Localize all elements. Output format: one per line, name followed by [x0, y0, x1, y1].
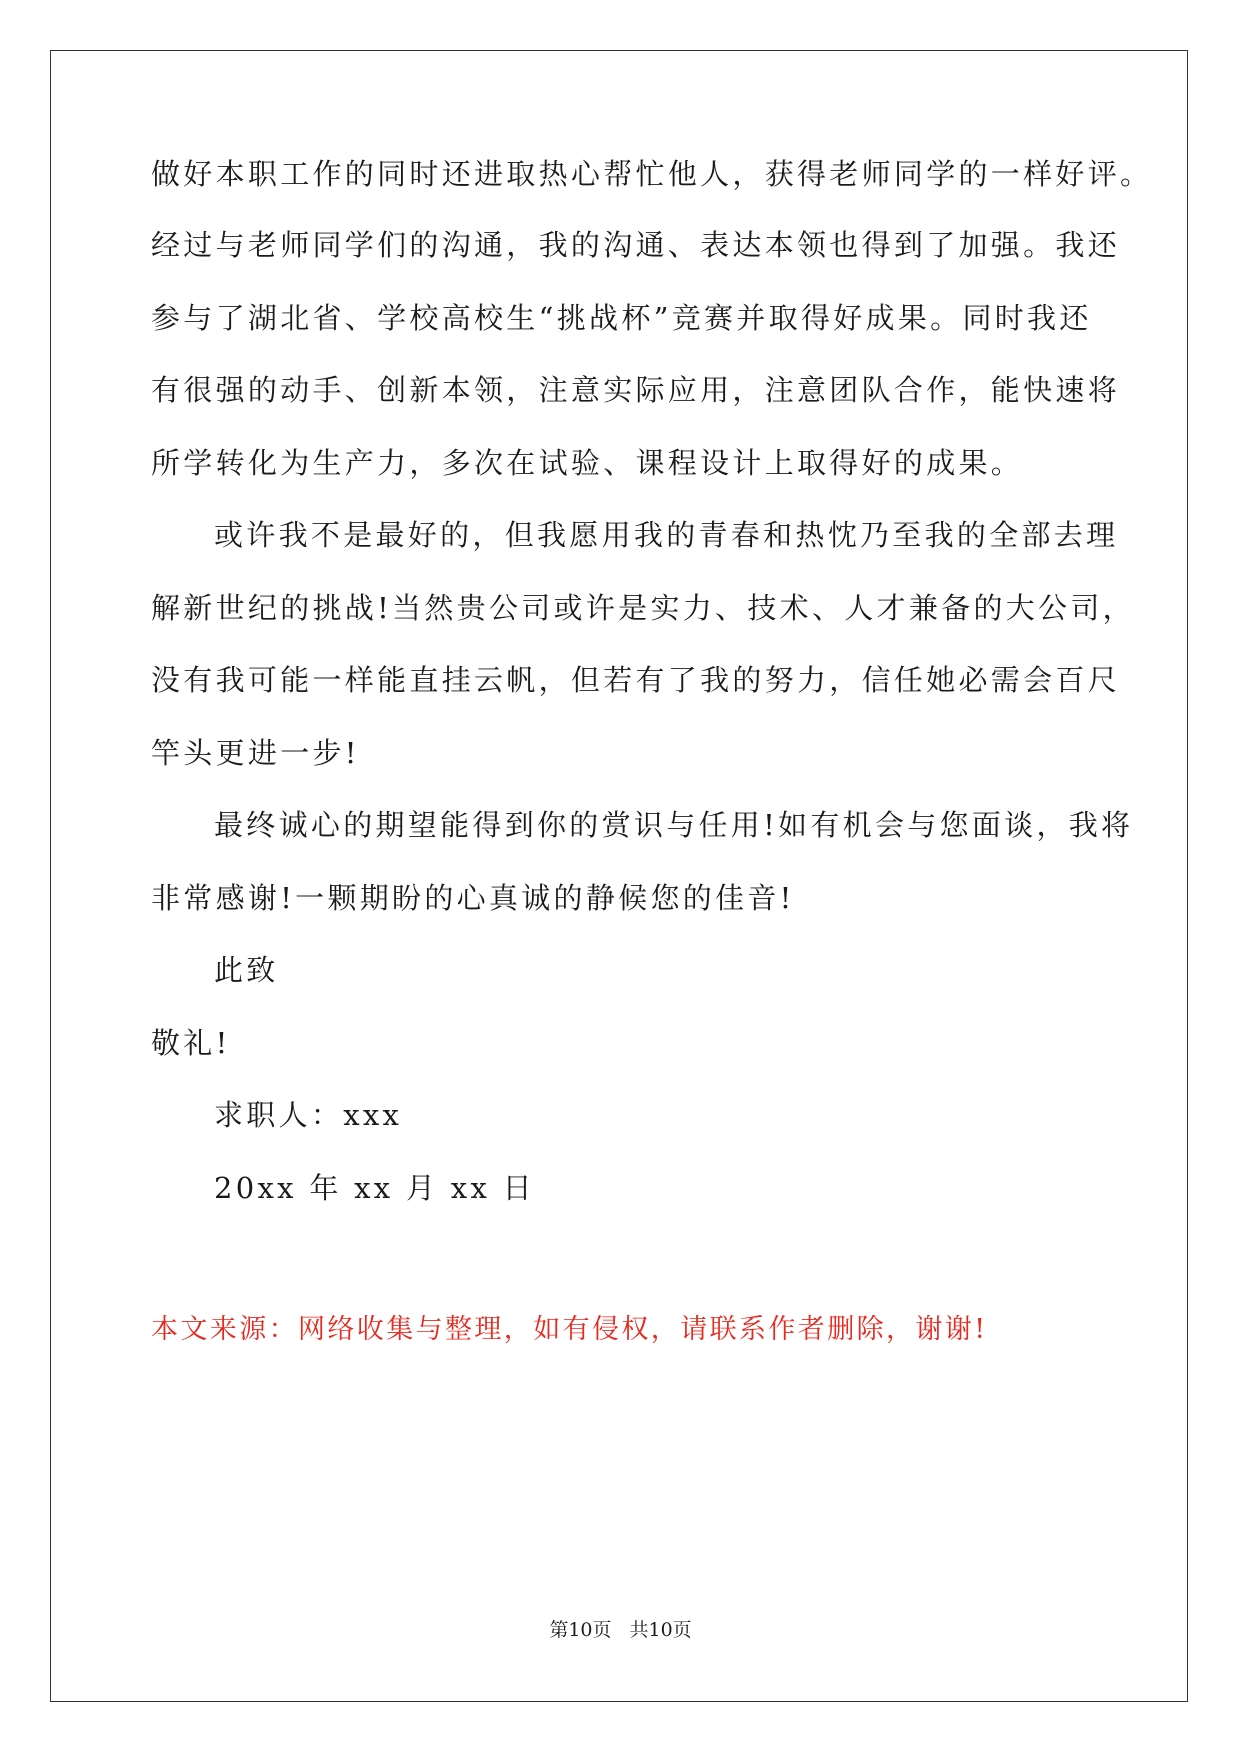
- body-line-10: 最终诚心的期望能得到你的赏识与任用!如有机会与您面谈，我将: [214, 808, 1134, 842]
- body-line-7: 解新世纪的挑战!当然贵公司或许是实力、技术、人才兼备的大公司，: [151, 591, 1135, 625]
- body-line-4: 有很强的动手、创新本领，注意实际应用，注意团队合作，能快速将: [151, 373, 1121, 407]
- signature: 求职人：xxx: [214, 1098, 403, 1132]
- body-line-1: 做好本职工作的同时还进取热心帮忙他人，获得老师同学的一样好评。: [151, 157, 1153, 191]
- body-line-8: 没有我可能一样能直挂云帆，但若有了我的努力，信任她必需会百尺: [151, 663, 1121, 697]
- body-line-5: 所学转化为生产力，多次在试验、课程设计上取得好的成果。: [151, 446, 1024, 480]
- closing-salute: 敬礼!: [151, 1026, 231, 1060]
- page-number-current: 第10页: [549, 1619, 612, 1641]
- body-line-6: 或许我不是最好的，但我愿用我的青春和热忱乃至我的全部去理: [214, 518, 1119, 552]
- page-footer: [0, 1617, 1241, 1643]
- body-line-9: 竿头更进一步!: [151, 736, 360, 770]
- body-line-11: 非常感谢!一颗期盼的心真诚的静候您的佳音!: [151, 881, 795, 915]
- page-number-total: 共10页: [629, 1619, 692, 1641]
- body-line-2: 经过与老师同学们的沟通，我的沟通、表达本领也得到了加强。我还: [151, 228, 1121, 262]
- body-line-3: 参与了湖北省、学校高校生“挑战杯”竞赛并取得好成果。同时我还: [151, 301, 1092, 335]
- date-line: 20xx 年 xx 月 xx 日: [214, 1171, 535, 1205]
- source-note: 本文来源：网络收集与整理，如有侵权，请联系作者删除，谢谢!: [151, 1314, 988, 1345]
- closing-greeting: 此致: [214, 953, 279, 987]
